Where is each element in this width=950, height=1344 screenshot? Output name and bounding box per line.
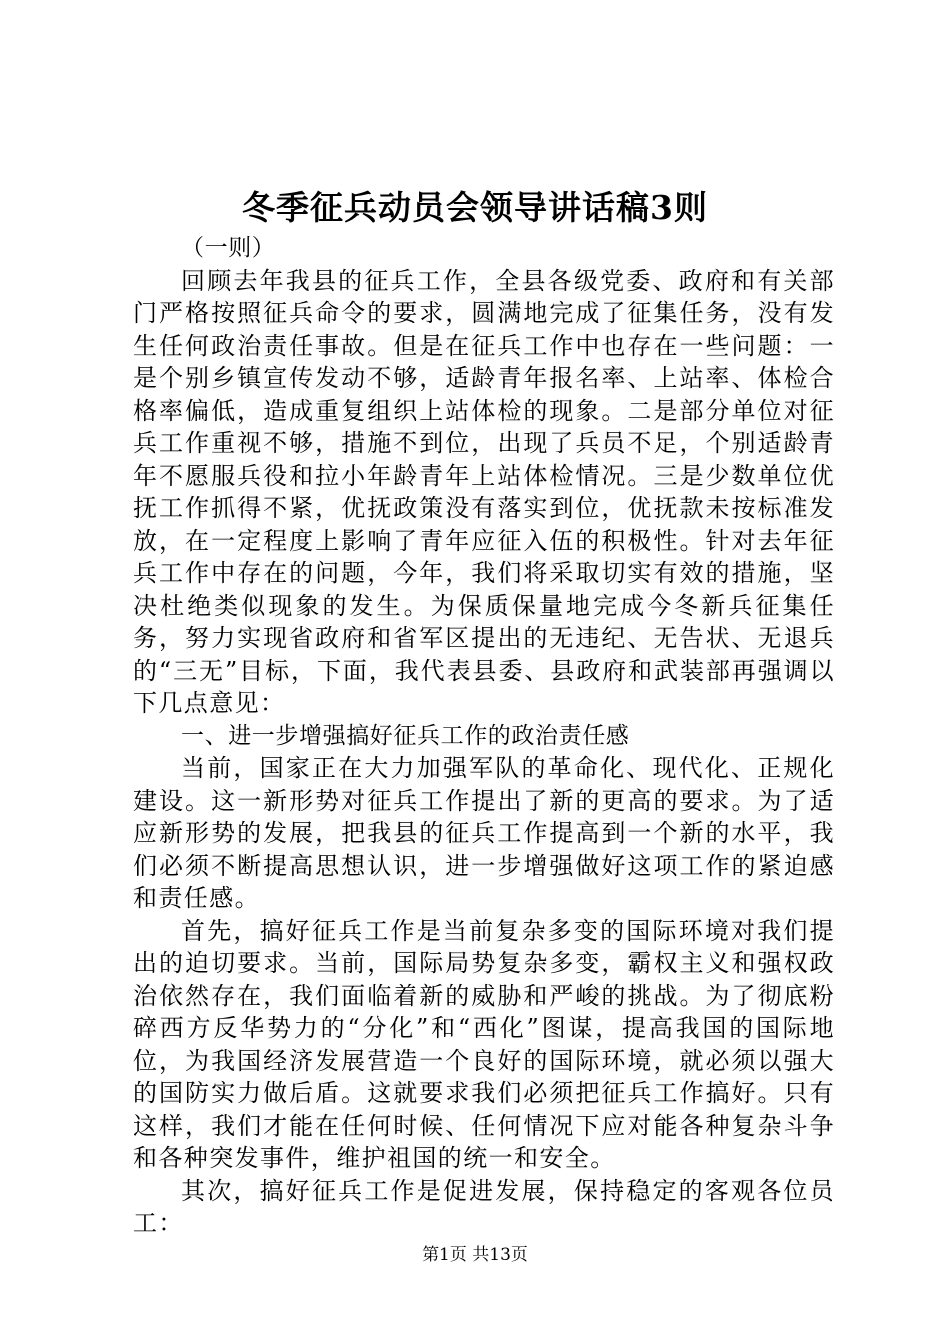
document-title: 冬季征兵动员会领导讲话稿3则: [242, 188, 708, 227]
paragraph-current: 当前，国家正在大力加强军队的革命化、现代化、正规化建设。这一新形势对征兵工作提出了新的更高的要求。为了适应新形势的发展，把我县的征兵工作提高到一个新的水平，我们必须不断提高思想认识，进一步增强做好这项工作的紧迫感和责任感。: [133, 754, 835, 912]
page-footer: 第1页 共13页: [422, 1245, 528, 1265]
paragraph-second: 其次，搞好征兵工作是促进发展，保持稳定的客观各位员工：: [133, 1176, 835, 1237]
paragraph-first: 首先，搞好征兵工作是当前复杂多变的国际环境对我们提出的迫切要求。当前，国际局势复杂多变，霸权主义和强权政治依然存在，我们面临着新的威胁和严峻的挑战。为了彻底粉碎西方反华势力的“分化”和“西化”图谋，提高我国的国际地位，为我国经济发展营造一个良好的国际环境，就必须以强大的国防实力做后盾。这就要求我们必须把征兵工作搞好。只有这样，我们才能在任何时候、任何情况下应对能各种复杂斗争和各种突发事件，维护祖国的统一和安全。: [133, 916, 835, 1172]
paragraph-intro: 回顾去年我县的征兵工作，全县各级党委、政府和有关部门严格按照征兵命令的要求，圆满地完成了征集任务，没有发生任何政治责任事故。但是在征兵工作中也存在一些问题：一是个别乡镇宣传发动不够，适龄青年报名率、上站率、体检合格率偏低，造成重复组织上站体检的现象。二是部分单位对征兵工作重视不够，措施不到位，出现了兵员不足，个别适龄青年不愿服兵役和拉小年龄青年上站体检情况。三是少数单位优抚工作抓得不紧，优抚政策没有落实到位，优抚款未按标准发放，在一定程度上影响了青年应征入伍的积极性。针对去年征兵工作中存在的问题，今年，我们将采取切实有效的措施，坚决杜绝类似现象的发生。为保质保量地完成今冬新兵征集任务，努力实现省政府和省军区提出的无违纪、无告状、无退兵的“三无”目标，下面，我代表县委、县政府和武装部再强调以下几点意见：: [133, 266, 835, 717]
section-label: （一则）: [181, 235, 276, 261]
document-body: [133, 232, 835, 1240]
section-heading-1: 一、进一步增强搞好征兵工作的政治责任感: [181, 722, 630, 749]
